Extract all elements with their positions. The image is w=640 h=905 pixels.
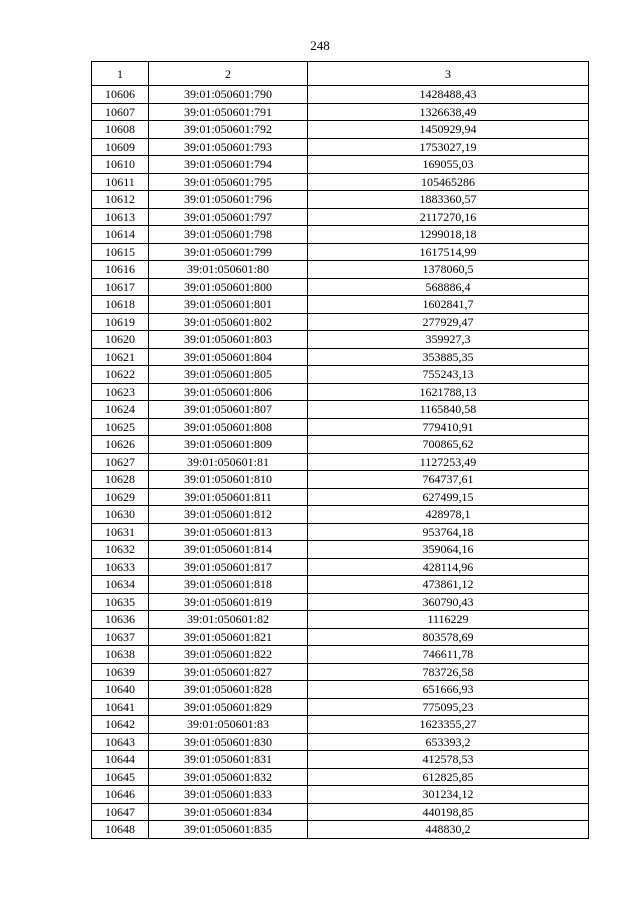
row-number-cell: 10630 [92,506,149,524]
cadastral-value-cell: 1326638,49 [308,103,589,121]
header-column-1: 1 [92,62,149,86]
table-row [92,261,589,279]
cadastral-number-cell: 39:01:050601:796 [149,191,308,209]
row-number-cell: 10641 [92,698,149,716]
cadastral-number-cell: 39:01:050601:814 [149,541,308,559]
row-number-cell: 10638 [92,646,149,664]
cadastral-number-cell: 39:01:050601:800 [149,278,308,296]
row-number-cell: 10647 [92,803,149,821]
cadastral-value-cell: 1623355,27 [308,716,589,734]
cadastral-number-cell: 39:01:050601:791 [149,103,308,121]
cadastral-number-cell: 39:01:050601:833 [149,786,308,804]
table-row [92,681,589,699]
row-number-cell: 10637 [92,628,149,646]
cadastral-value-cell: 277929,47 [308,313,589,331]
table-row [92,716,589,734]
row-number-cell: 10613 [92,208,149,226]
cadastral-number-cell: 39:01:050601:793 [149,138,308,156]
cadastral-value-cell: 1621788,13 [308,383,589,401]
table-row [92,436,589,454]
cadastral-value-cell: 627499,15 [308,488,589,506]
cadastral-number-cell: 39:01:050601:808 [149,418,308,436]
cadastral-value-cell: 353885,35 [308,348,589,366]
cadastral-number-cell: 39:01:050601:795 [149,173,308,191]
table-row [92,698,589,716]
cadastral-value-cell: 1428488,43 [308,86,589,104]
table-row [92,173,589,191]
cadastral-number-cell: 39:01:050601:810 [149,471,308,489]
table-row [92,506,589,524]
cadastral-number-cell: 39:01:050601:831 [149,751,308,769]
row-number-cell: 10639 [92,663,149,681]
cadastral-value-cell: 779410,91 [308,418,589,436]
cadastral-value-cell: 169055,03 [308,156,589,174]
table-row [92,401,589,419]
row-number-cell: 10644 [92,751,149,769]
cadastral-value-cell: 1602841,7 [308,296,589,314]
cadastral-value-cell: 568886,4 [308,278,589,296]
cadastral-value-cell: 440198,85 [308,803,589,821]
cadastral-value-cell: 1753027,19 [308,138,589,156]
cadastral-value-cell: 764737,61 [308,471,589,489]
table-row [92,121,589,139]
table-row [92,786,589,804]
cadastral-number-cell: 39:01:050601:83 [149,716,308,734]
table-row [92,751,589,769]
row-number-cell: 10615 [92,243,149,261]
table-row [92,226,589,244]
row-number-cell: 10622 [92,366,149,384]
cadastral-value-cell: 1617514,99 [308,243,589,261]
row-number-cell: 10633 [92,558,149,576]
cadastral-number-cell: 39:01:050601:805 [149,366,308,384]
cadastral-number-cell: 39:01:050601:798 [149,226,308,244]
table-row [92,611,589,629]
cadastral-value-cell: 775095,23 [308,698,589,716]
cadastral-number-cell: 39:01:050601:830 [149,733,308,751]
cadastral-value-cell: 448830,2 [308,821,589,839]
cadastral-number-cell: 39:01:050601:817 [149,558,308,576]
cadastral-value-cell: 359927,3 [308,331,589,349]
cadastral-number-cell: 39:01:050601:828 [149,681,308,699]
table-row [92,156,589,174]
cadastral-number-cell: 39:01:050601:792 [149,121,308,139]
row-number-cell: 10623 [92,383,149,401]
cadastral-value-cell: 2117270,16 [308,208,589,226]
table-row [92,243,589,261]
cadastral-value-cell: 700865,62 [308,436,589,454]
cadastral-number-cell: 39:01:050601:829 [149,698,308,716]
row-number-cell: 10612 [92,191,149,209]
cadastral-value-cell: 1299018,18 [308,226,589,244]
table-row [92,348,589,366]
cadastral-number-cell: 39:01:050601:822 [149,646,308,664]
cadastral-value-cell: 746611,78 [308,646,589,664]
row-number-cell: 10645 [92,768,149,786]
cadastral-number-cell: 39:01:050601:807 [149,401,308,419]
table-row [92,523,589,541]
row-number-cell: 10625 [92,418,149,436]
header-column-3: 3 [308,62,589,86]
row-number-cell: 10642 [92,716,149,734]
cadastral-value-cell: 653393,2 [308,733,589,751]
row-number-cell: 10629 [92,488,149,506]
cadastral-number-cell: 39:01:050601:811 [149,488,308,506]
cadastral-number-cell: 39:01:050601:819 [149,593,308,611]
table-row [92,488,589,506]
row-number-cell: 10617 [92,278,149,296]
table-row [92,331,589,349]
cadastral-value-cell: 651666,93 [308,681,589,699]
cadastral-number-cell: 39:01:050601:832 [149,768,308,786]
row-number-cell: 10640 [92,681,149,699]
cadastral-number-cell: 39:01:050601:802 [149,313,308,331]
row-number-cell: 10636 [92,611,149,629]
cadastral-value-cell: 1116229 [308,611,589,629]
cadastral-number-cell: 39:01:050601:81 [149,453,308,471]
header-column-2: 2 [149,62,308,86]
cadastral-value-cell: 105465286 [308,173,589,191]
row-number-cell: 10632 [92,541,149,559]
row-number-cell: 10608 [92,121,149,139]
cadastral-number-cell: 39:01:050601:82 [149,611,308,629]
table-body [92,86,589,839]
row-number-cell: 10618 [92,296,149,314]
cadastral-value-cell: 783726,58 [308,663,589,681]
table-row [92,558,589,576]
cadastral-number-cell: 39:01:050601:809 [149,436,308,454]
table-row [92,541,589,559]
cadastral-number-cell: 39:01:050601:799 [149,243,308,261]
row-number-cell: 10607 [92,103,149,121]
table-row [92,646,589,664]
cadastral-value-cell: 360790,43 [308,593,589,611]
table-row [92,471,589,489]
cadastral-value-cell: 612825,85 [308,768,589,786]
cadastral-number-cell: 39:01:050601:804 [149,348,308,366]
table-row [92,383,589,401]
table-row [92,663,589,681]
table-row [92,821,589,839]
table-row [92,191,589,209]
row-number-cell: 10646 [92,786,149,804]
cadastral-number-cell: 39:01:050601:801 [149,296,308,314]
row-number-cell: 10627 [92,453,149,471]
cadastral-value-cell: 1883360,57 [308,191,589,209]
table-row [92,138,589,156]
table-row [92,103,589,121]
row-number-cell: 10631 [92,523,149,541]
cadastral-value-cell: 1127253,49 [308,453,589,471]
table-row [92,418,589,436]
table-row [92,768,589,786]
page-number: 248 [310,38,330,53]
row-number-cell: 10614 [92,226,149,244]
cadastral-value-table [91,61,589,839]
cadastral-number-cell: 39:01:050601:797 [149,208,308,226]
cadastral-value-cell: 428978,1 [308,506,589,524]
table-row [92,278,589,296]
table-row [92,313,589,331]
header-row [92,62,589,86]
table-header [92,62,589,86]
cadastral-number-cell: 39:01:050601:812 [149,506,308,524]
table-row [92,296,589,314]
row-number-cell: 10643 [92,733,149,751]
table-row [92,208,589,226]
row-number-cell: 10616 [92,261,149,279]
row-number-cell: 10624 [92,401,149,419]
table-row [92,593,589,611]
cadastral-value-cell: 953764,18 [308,523,589,541]
cadastral-value-cell: 412578,53 [308,751,589,769]
table-row [92,628,589,646]
cadastral-number-cell: 39:01:050601:813 [149,523,308,541]
cadastral-value-cell: 359064,16 [308,541,589,559]
cadastral-value-cell: 1165840,58 [308,401,589,419]
cadastral-value-cell: 473861,12 [308,576,589,594]
table-row [92,803,589,821]
row-number-cell: 10606 [92,86,149,104]
cadastral-value-cell: 1450929,94 [308,121,589,139]
row-number-cell: 10610 [92,156,149,174]
row-number-cell: 10634 [92,576,149,594]
table-row [92,366,589,384]
cadastral-number-cell: 39:01:050601:834 [149,803,308,821]
cadastral-value-cell: 428114,96 [308,558,589,576]
cadastral-number-cell: 39:01:050601:821 [149,628,308,646]
cadastral-number-cell: 39:01:050601:827 [149,663,308,681]
cadastral-number-cell: 39:01:050601:794 [149,156,308,174]
table-row [92,733,589,751]
cadastral-value-cell: 755243,13 [308,366,589,384]
row-number-cell: 10628 [92,471,149,489]
row-number-cell: 10626 [92,436,149,454]
cadastral-number-cell: 39:01:050601:835 [149,821,308,839]
row-number-cell: 10635 [92,593,149,611]
row-number-cell: 10619 [92,313,149,331]
table-row [92,453,589,471]
row-number-cell: 10620 [92,331,149,349]
row-number-cell: 10621 [92,348,149,366]
table-row [92,576,589,594]
cadastral-number-cell: 39:01:050601:818 [149,576,308,594]
cadastral-number-cell: 39:01:050601:806 [149,383,308,401]
cadastral-number-cell: 39:01:050601:790 [149,86,308,104]
cadastral-value-cell: 1378060,5 [308,261,589,279]
cadastral-value-cell: 301234,12 [308,786,589,804]
row-number-cell: 10609 [92,138,149,156]
cadastral-number-cell: 39:01:050601:803 [149,331,308,349]
cadastral-value-cell: 803578,69 [308,628,589,646]
table-row [92,86,589,104]
row-number-cell: 10648 [92,821,149,839]
cadastral-number-cell: 39:01:050601:80 [149,261,308,279]
row-number-cell: 10611 [92,173,149,191]
